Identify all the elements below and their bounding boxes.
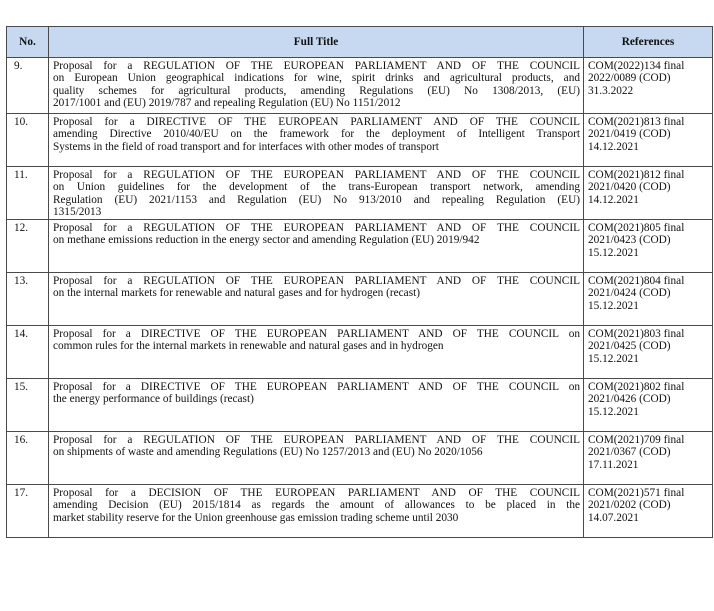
row-full-title (49, 167, 584, 220)
title-line: on European Union geographical indications for wine, spirit drinks and agricultural products, and (53, 72, 580, 85)
table-body (7, 58, 713, 538)
reference-line: 14.07.2021 (588, 511, 639, 524)
table-row (7, 485, 713, 538)
reference-line: 14.12.2021 (588, 193, 639, 206)
header-references: References (584, 27, 713, 58)
table-row (7, 114, 713, 167)
title-line: Proposal for a DIRECTIVE OF THE EUROPEAN PARLIAMENT AND OF THE COUNCIL on (53, 381, 580, 393)
title-line: market stability reserve for the Union greenhouse gas emission trading scheme until 2030 (53, 511, 459, 524)
row-references (584, 432, 713, 485)
reference-line: 15.12.2021 (588, 246, 639, 259)
table-row (7, 432, 713, 485)
title-line: Proposal for a REGULATION OF THE EUROPEAN PARLIAMENT AND OF THE COUNCIL (53, 222, 580, 234)
row-references (584, 58, 713, 114)
table-row (7, 326, 713, 379)
reference-line: 15.12.2021 (588, 299, 639, 312)
reference-line: 14.12.2021 (588, 140, 639, 153)
title-line: Proposal for a REGULATION OF THE EUROPEAN PARLIAMENT AND OF THE COUNCIL (53, 169, 580, 181)
row-full-title (49, 273, 584, 326)
row-number: 16. (7, 432, 49, 485)
reference-line: 17.11.2021 (588, 458, 639, 471)
header-row (7, 27, 713, 58)
header-no: No. (7, 27, 49, 58)
row-references (584, 485, 713, 538)
title-line: quality schemes for agricultural products, amending Regulations (EU) No 1308/2013, (EU) (53, 84, 580, 97)
row-full-title (49, 114, 584, 167)
row-number: 17. (7, 485, 49, 538)
row-full-title (49, 220, 584, 273)
row-number: 15. (7, 379, 49, 432)
table-row (7, 220, 713, 273)
title-line: 1315/2013 (53, 206, 102, 219)
reference-line: 2021/0425 (COD) (588, 340, 671, 353)
row-references (584, 273, 713, 326)
title-line: common rules for the internal markets in renewable and natural gases and in hydrogen (53, 340, 444, 353)
reference-line: 31.3.2022 (588, 84, 634, 97)
proposals-table (6, 26, 713, 538)
row-number: 13. (7, 273, 49, 326)
row-full-title (49, 432, 584, 485)
reference-line: COM(2021)813 final (588, 116, 685, 128)
reference-line: 2022/0089 (COD) (588, 72, 671, 85)
title-line: on shipments of waste and amending Regulations (EU) No 1257/2013 and (EU) No 2020/1056 (53, 446, 483, 459)
reference-line: 2021/0424 (COD) (588, 287, 671, 300)
title-line: on methane emissions reduction in the energy sector and amending Regulation (EU) 2019/942 (53, 234, 480, 247)
row-references (584, 220, 713, 273)
title-line: amending Decision (EU) 2015/1814 as regards the amount of allowances to be placed in the (53, 499, 580, 512)
reference-line: COM(2021)804 final (588, 275, 685, 287)
row-full-title (49, 485, 584, 538)
row-number: 10. (7, 114, 49, 167)
table-row (7, 273, 713, 326)
title-line: amending Directive 2010/40/EU on the framework for the deployment of Intelligent Transport (53, 128, 580, 141)
row-number: 12. (7, 220, 49, 273)
reference-line: COM(2021)802 final (588, 381, 685, 393)
table-row (7, 167, 713, 220)
row-references (584, 379, 713, 432)
reference-line: 15.12.2021 (588, 352, 639, 365)
reference-line: 2021/0423 (COD) (588, 234, 671, 247)
title-line: 2017/1001 and (EU) 2019/787 and repealing Regulation (EU) No 1151/2012 (53, 97, 401, 110)
reference-line: 2021/0426 (COD) (588, 393, 671, 406)
title-line: on Union guidelines for the development of the trans-European transport network, amending (53, 181, 580, 194)
reference-line: 2021/0420 (COD) (588, 181, 671, 194)
row-references (584, 114, 713, 167)
title-line: Proposal for a DECISION OF THE EUROPEAN PARLIAMENT AND OF THE COUNCIL (53, 487, 580, 499)
title-line: on the internal markets for renewable and natural gases and for hydrogen (recast) (53, 287, 420, 300)
row-full-title (49, 379, 584, 432)
row-references (584, 326, 713, 379)
reference-line: 2021/0419 (COD) (588, 128, 671, 141)
title-line: Proposal for a REGULATION OF THE EUROPEAN PARLIAMENT AND OF THE COUNCIL (53, 434, 580, 446)
table-row (7, 58, 713, 114)
row-number: 9. (7, 58, 49, 114)
title-line: the energy performance of buildings (recast) (53, 393, 254, 406)
reference-line: COM(2021)803 final (588, 328, 685, 340)
header-full-title: Full Title (49, 27, 584, 58)
title-line: Systems in the field of road transport and for interfaces with other modes of transport (53, 140, 439, 153)
reference-line: COM(2022)134 final (588, 60, 685, 72)
row-full-title (49, 58, 584, 114)
row-full-title (49, 326, 584, 379)
title-line: Regulation (EU) 2021/1153 and Regulation (EU) No 913/2010 and repealing Regulation (EU) (53, 193, 580, 206)
title-line: Proposal for a REGULATION OF THE EUROPEAN PARLIAMENT AND OF THE COUNCIL (53, 275, 580, 287)
row-references (584, 167, 713, 220)
reference-line: COM(2021)571 final (588, 487, 685, 499)
reference-line: COM(2021)805 final (588, 222, 685, 234)
reference-line: 2021/0367 (COD) (588, 446, 671, 459)
reference-line: 15.12.2021 (588, 405, 639, 418)
title-line: Proposal for a DIRECTIVE OF THE EUROPEAN PARLIAMENT AND OF THE COUNCIL (53, 116, 580, 128)
row-number: 14. (7, 326, 49, 379)
reference-line: 2021/0202 (COD) (588, 499, 671, 512)
reference-line: COM(2021)709 final (588, 434, 685, 446)
table-row (7, 379, 713, 432)
reference-line: COM(2021)812 final (588, 169, 685, 181)
title-line: Proposal for a DIRECTIVE OF THE EUROPEAN PARLIAMENT AND OF THE COUNCIL on (53, 328, 580, 340)
row-number: 11. (7, 167, 49, 220)
title-line: Proposal for a REGULATION OF THE EUROPEAN PARLIAMENT AND OF THE COUNCIL (53, 60, 580, 72)
